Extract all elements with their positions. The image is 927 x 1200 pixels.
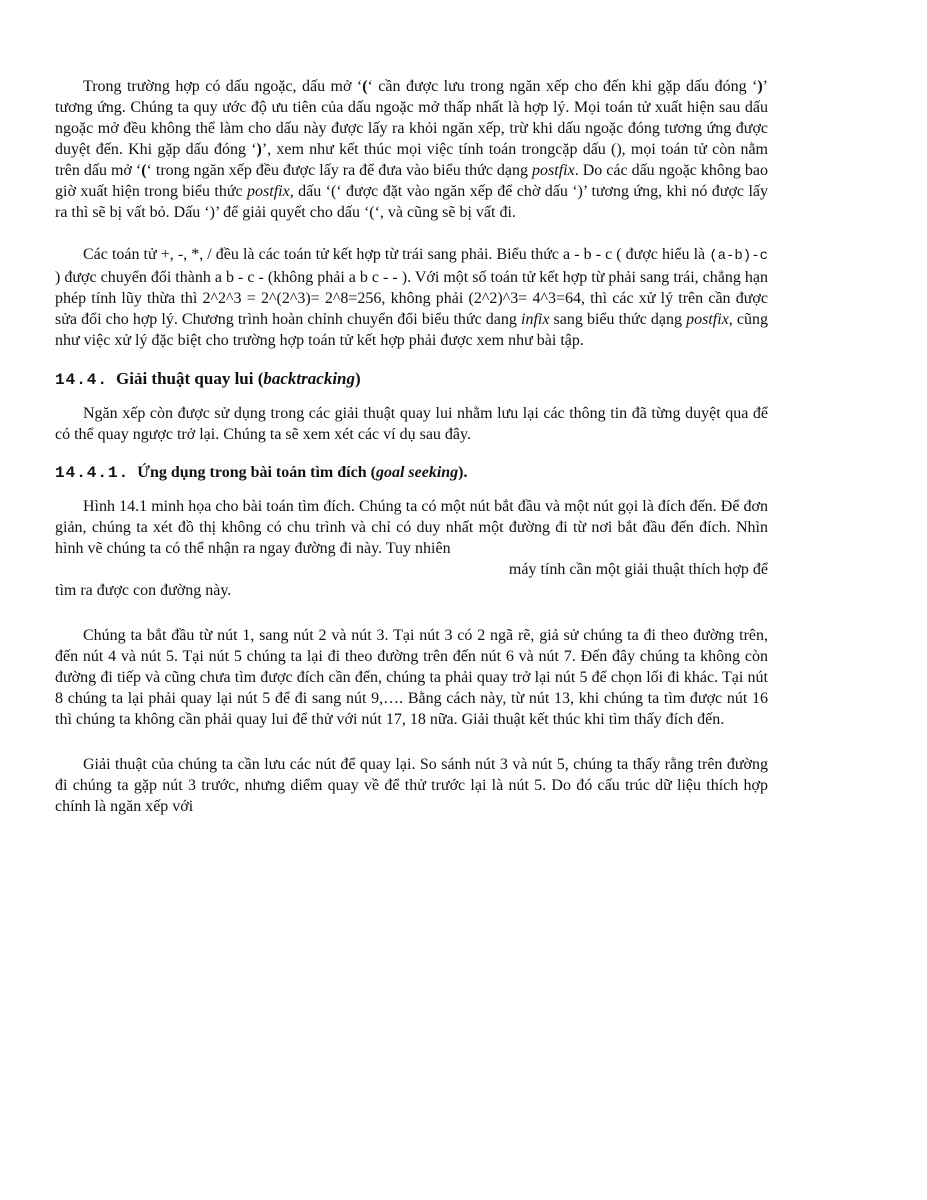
code-expression: (a-b)-c xyxy=(709,248,768,264)
paragraph-walkthrough: Chúng ta bắt đầu từ nút 1, sang nút 2 và nút 3. Tại nút 3 có 2 ngã rẽ, giả sử chúng ta đi theo đường trên, đến nút 4 và nút 5. Tại nút 5 chúng ta lại đi theo đường trên đến nút 6 và nút 7. Đến đây chúng ta không còn đường đi tiếp và cũng chưa tìm được đích cần đến, chúng ta phải quay trở lại nút 5 để chọn lối đi khác. Tại nút 8 chúng ta lại phải quay lại nút 5 để đi sang nút 9,…. Bằng cách này, từ nút 13, khi chúng ta tìm được nút 16 thì chúng ta không cần phải quay lui để thử với nút 17, 18 nữa. Giải thuật kết thúc khi tìm thấy đích đến. xyxy=(55,627,768,728)
heading-text: Ứng dụng trong bài toán tìm đích ( xyxy=(137,464,376,481)
heading-italic: backtracking xyxy=(263,369,355,388)
paragraph-goal-seeking xyxy=(55,496,768,601)
heading-text: Giải thuật quay lui ( xyxy=(116,369,264,388)
text-span: Hình 14.1 minh họa cho bài toán tìm đích. Chúng ta có một nút bắt đầu và một nút gọi là đích đến. Để đơn giản, chúng ta xét đồ thị không có chu trình và chỉ có duy nhất một đường đi từ nơi bắt đầu đến đích. Nhìn hình vẽ chúng ta có thể nhận ra ngay đường đi này. Tuy nhiên xyxy=(55,498,768,557)
text-span: ‘ cần được lưu trong ngăn xếp cho đến khi gặp dấu đóng ‘ xyxy=(367,78,758,95)
heading-italic: goal seeking xyxy=(375,464,459,481)
text-span: , cũng như việc xử lý đặc biệt cho trường hợp toán tử kết hợp phải được xem như bài tập. xyxy=(55,311,768,349)
italic-term: postfix xyxy=(532,162,575,179)
subsection-heading-goal-seeking xyxy=(55,462,768,484)
text-span: ) được chuyển đổi thành a b - c - (không phải a b c - - ). Với một số toán tử kết hợp từ phải sang trái, chẳng hạn phép tính lũy thừa thì 2^2^3 = 2^(2^3)= 2^8=256, không phải (2^2)^3= 4^3=64, thì các xử lý trên cần được sửa đổi cho hợp lý. Chương trình hoàn chỉnh chuyển đổi biểu thức dang xyxy=(55,269,768,328)
paragraph-parentheses xyxy=(55,76,768,223)
text-span: ’ tương ứng. Chúng ta quy ước độ ưu tiên của dấu ngoặc mở thấp nhất là hợp lý. Mọi toán tử xuất hiện sau dấu ngoặc mở đều không thể làm cho dấu này được lấy ra khỏi ngăn xếp, trừ khi dấu ngoặc đóng tương ứng được duyệt đến. Khi gặp dấu đóng ‘ xyxy=(55,78,768,158)
text-span: Các toán tử +, -, *, / đều là các toán tử kết hợp từ trái sang phải. Biểu thức a - b - c ( được hiểu là xyxy=(83,246,710,263)
italic-term: infix xyxy=(521,311,550,328)
bold-close-paren: ) xyxy=(256,141,262,158)
bold-open-paren: ( xyxy=(141,162,147,179)
italic-term: postfix xyxy=(686,311,729,328)
paragraph-stack-backtracking: Ngăn xếp còn được sử dụng trong các giải thuật quay lui nhằm lưu lại các thông tin đã từng duyệt qua để có thể quay ngược trở lại. Chúng ta sẽ xem xét các ví dụ sau đây. xyxy=(55,405,768,443)
document-page xyxy=(55,76,768,817)
text-span: dấu ‘(‘ được đặt vào ngăn xếp để chờ dấu ‘)’ tương ứng, khi nó được lấy ra thì sẽ bị vất bỏ. Dấu ‘)’ để giải quyết cho dấu ‘(‘, và cũng sẽ bị vất đi. xyxy=(55,183,768,221)
section-number: 14.4. xyxy=(55,371,109,389)
text-span: ’, xem như kết thúc mọi việc tính toán trongcặp dấu (), mọi toán tử còn nằm trên dấu mở ‘ xyxy=(55,141,768,179)
text-span: . Do các dấu ngoặc không bao giờ xuất hiện trong biểu thức xyxy=(55,162,768,200)
heading-text-end: ). xyxy=(458,464,468,481)
section-heading-backtracking xyxy=(55,368,768,391)
paragraph-data-structure: Giải thuật của chúng ta cần lưu các nút để quay lại. So sánh nút 3 và nút 5, chúng ta thấy rằng trên đường đi chúng ta gặp nút 3 trước, nhưng diểm quay về để thử trước lại là nút 5. Do đó cấu trúc dữ liệu thích hợp chính là ngăn xếp với xyxy=(55,756,768,815)
bold-close-paren: ) xyxy=(757,78,763,95)
paragraph-operators xyxy=(55,244,768,351)
italic-term: postfix, xyxy=(247,183,294,200)
text-span: Trong trường hợp có dấu ngoặc, dấu mở ‘ xyxy=(83,78,363,95)
heading-text-end: ) xyxy=(355,369,361,388)
text-span: ‘ trong ngăn xếp đều được lấy ra để đưa vào biểu thức dạng xyxy=(146,162,533,179)
bold-open-paren: ( xyxy=(362,78,368,95)
text-line-right: máy tính cần một giải thuật thích hợp để xyxy=(508,561,768,578)
subsection-number: 14.4.1. xyxy=(55,464,130,482)
text-span: sang biểu thức dạng xyxy=(549,311,687,328)
text-line: tìm ra được con đường này. xyxy=(55,582,232,599)
